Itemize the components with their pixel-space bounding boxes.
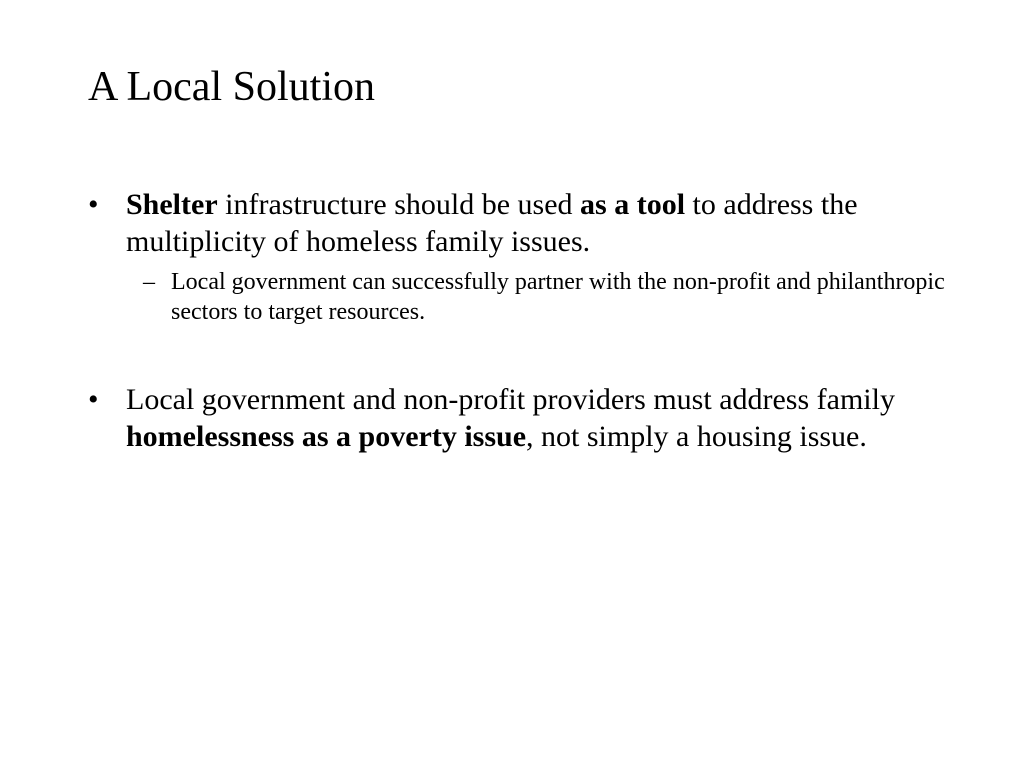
sub-bullet-text: Local government can successfully partner with the non-profit and philanthropic sectors to target resources. bbox=[171, 269, 945, 325]
bullet-marker: • bbox=[88, 383, 99, 416]
text-segment: Local government and non-profit providers must address family bbox=[126, 383, 895, 416]
bold-text-poverty: homelessness as a poverty issue bbox=[126, 420, 527, 453]
bullet-item-poverty bbox=[88, 381, 938, 455]
bullet-text bbox=[126, 186, 938, 260]
bullet-marker: • bbox=[88, 188, 99, 221]
bold-text-tool: as a tool bbox=[580, 188, 686, 221]
sub-bullet-item-partner bbox=[143, 267, 973, 327]
bullet-text bbox=[126, 381, 938, 455]
bold-text-shelter: Shelter bbox=[126, 188, 218, 221]
sub-bullet-marker: – bbox=[143, 269, 155, 295]
slide-title: A Local Solution bbox=[88, 64, 375, 110]
text-segment: infrastructure should be used bbox=[217, 188, 581, 221]
text-segment: , not simply a housing issue. bbox=[526, 420, 867, 453]
bullet-item-shelter bbox=[88, 186, 938, 260]
text-segment: to address the multiplicity of homeless family issues. bbox=[126, 188, 858, 258]
